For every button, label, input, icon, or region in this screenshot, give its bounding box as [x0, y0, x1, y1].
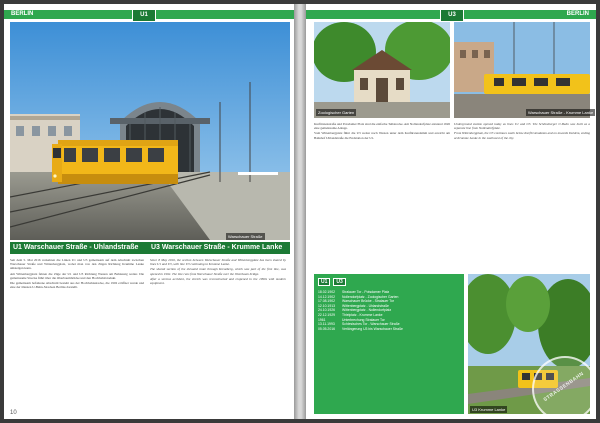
station-building-illustration — [314, 22, 450, 118]
station-photo — [10, 22, 290, 240]
station-illustration — [10, 22, 290, 240]
paragraph: Seit dem 5. Mai 2016 verkehren die Linien U1 und U3 gemeinsam auf dem Abschnitt zwischen Warschauer Straße und Wittenbergplatz, wobei man von den Zügen Richtung Krumme Lanke umsteigen kann. — [10, 258, 144, 271]
photo-caption: Warschauer Straße - Krumme Lanke — [528, 110, 594, 115]
chrono-text: Wittenbergplatz - Uhlandstraße — [342, 303, 389, 308]
section-title-text: Warschauer Straße - Krumme Lanke — [161, 244, 283, 251]
paragraph: Kurfürstenstraße und Potsdamer Platz sind die einfache Teilstrecke. Am Nollendorfplatz entstand 1926 eine gemeinsame Anlage. — [314, 122, 450, 131]
chrono-badge: U3 — [333, 278, 345, 286]
paragraph: Since 8 May 2016, the section between Warschauer Straße and Wittenbergplatz has been shared by lines U1 and U3, with line U3 continuing to Krumme Lanke. — [150, 258, 286, 267]
chrono-date: 22.12.1929 — [318, 312, 335, 317]
right-page — [306, 4, 596, 419]
watermark-stamp — [532, 356, 590, 414]
chrono-text: Warschauer Brücke - Stralauer Tor — [342, 299, 395, 304]
text-column-right — [454, 122, 590, 270]
line-badge: U1 — [132, 9, 156, 22]
chrono-badge: U1 — [318, 278, 330, 286]
left-page — [4, 4, 294, 419]
paragraph: Underground station opened today as lines U1 and U3. The Schöneberger U-Bahn was built as a separate line from Nollendorfplatz. — [454, 122, 590, 131]
photo-caption: Zoologischer Garten — [318, 110, 355, 115]
chrono-date: 05.05.2016 — [318, 326, 335, 331]
station-building-photo — [314, 22, 450, 118]
chronology-badges — [314, 274, 464, 290]
chrono-text: Schlesisches Tor - Warschauer Straße — [342, 322, 400, 327]
section-title-badge: U1 — [13, 244, 22, 251]
chrono-date: 17.08.1902 — [318, 299, 335, 304]
text-column-right — [150, 258, 286, 408]
section-title-text: Warschauer Straße - Uhlandstraße — [23, 244, 139, 251]
chronology-box — [314, 274, 464, 414]
section-title-u1 — [10, 242, 148, 254]
chrono-row — [314, 327, 464, 332]
text-column-left — [314, 122, 450, 270]
paragraph: Vom Wittenbergplatz führt die U3 weiter nach Westen unter dem Kurfürstendamm und erreicht am Bahnhof Uhlandstraße die Endstation der U1. — [314, 131, 450, 140]
spine-gutter — [294, 4, 306, 419]
chrono-text: Unterbrechung Stralauer Tor — [342, 317, 385, 322]
section-title-badge: U3 — [151, 244, 160, 251]
section-title-u3 — [148, 242, 290, 254]
paragraph: The shared section of the elevated route through Kreuzberg, which was part of the first line, was opened in 1902. The line runs from Warschauer Straße over the Oberbaum bridge. — [150, 267, 286, 276]
section-label: BERLIN — [11, 11, 34, 17]
chrono-text: Verlängerung U3 bis Warschauer Straße — [342, 326, 403, 331]
viaduct-illustration — [454, 22, 590, 118]
chrono-date: 14.12.1902 — [318, 294, 335, 299]
photo-caption: U3 Krumme Lanke — [472, 407, 506, 412]
chrono-text: Thielplatz - Krumme Lanke — [342, 312, 383, 317]
text-column-left — [10, 258, 144, 408]
chrono-date: 18.02.1902 — [318, 290, 335, 294]
chrono-date: 24.10.1926 — [318, 308, 335, 313]
chrono-text: Wittenbergplatz - Nollendorfplatz — [342, 308, 392, 313]
watermark-text: STRASSENBAHN — [542, 370, 586, 404]
chrono-text: Nollendorfplatz - Zoologischer Garten — [342, 294, 399, 299]
page-number: 10 — [10, 410, 17, 416]
section-label: BERLIN — [566, 11, 589, 17]
chrono-date: 12.10.1913 — [318, 303, 335, 308]
chrono-text: Stralauer Tor - Potsdamer Platz — [342, 290, 390, 294]
photo-credit: Warschauer Straße — [228, 234, 263, 239]
viaduct-train-photo — [454, 22, 590, 118]
greenery-train-photo — [468, 274, 590, 414]
chrono-date: 13.11.1993 — [318, 322, 335, 327]
line-badge: U3 — [440, 9, 464, 22]
chrono-date: 1961 — [318, 317, 326, 322]
paragraph: After a serious accident, the stretch was reconstructed and reopened in the 1990s with modern equipment. — [150, 276, 286, 286]
paragraph: From Wittenbergplatz, the U3 continues south below Kurfürstendamm and on towards Dahlem, ending at Krumme Lanke in the southwest of the city. — [454, 131, 590, 140]
paragraph: Am Wittenbergplatz fahren die Züge der U1 und U3 Richtung Westen am Bahnsteig weiter. Die gemeinsame Strecke führt über die Oberbaumbrücke und den Hochbahnviadukt. — [10, 271, 144, 280]
paragraph: Die gemeinsam befahrene Abschnitt besteht aus der Hochbahnstrecke, die 1902 eröffnet wurde und eine der ältesten U-Bahn-Strecken Berlins darstellt. — [10, 281, 144, 290]
